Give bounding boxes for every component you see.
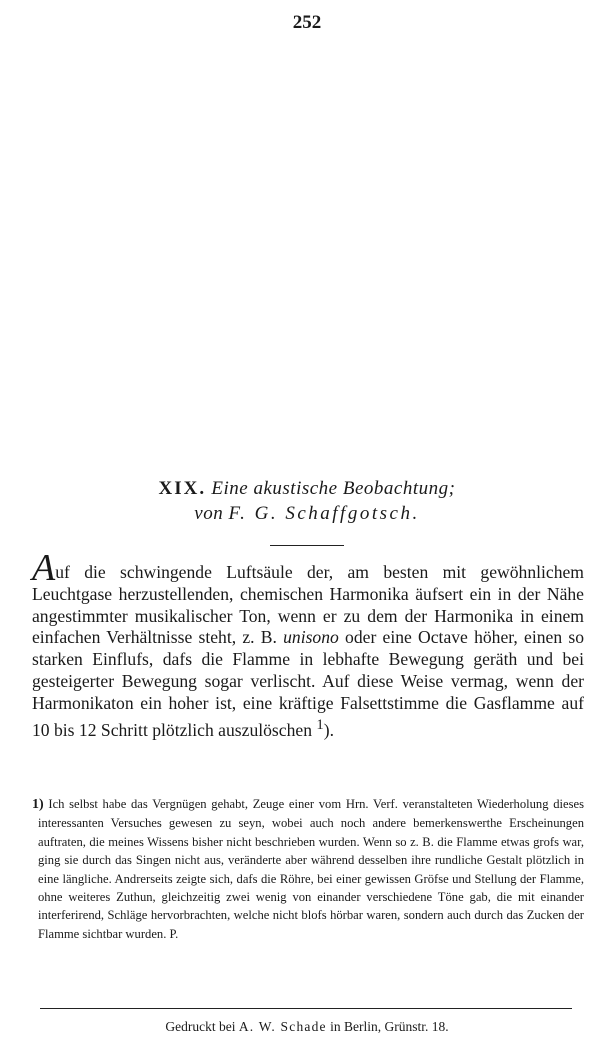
body-text-part-2: oder eine Octave höher, einen so starken Einflufs, dafs die Flamme in lebhafte Bewegung geräth und bei gesteigerter Bewegung sogar verlischt. Auf diese Weise vermag, wenn der Harmonikaton ein hoher ist, eine kräftige Falsettstimme die Gasflamme auf 10 bis 12 Schritt plötzlich auszulöschen	[32, 627, 584, 740]
article-title: Eine akustische Beobachtung;	[211, 478, 456, 499]
footnote-marker: 1)	[32, 797, 44, 812]
imprint-divider	[40, 1008, 572, 1009]
body-text-part-1: uf die schwingende Luftsäule der, am besten mit gewöhnlichem Leuchtgase herzustellenden, chemischen Harmonika äufsert ein in der Nähe angestimmter musikalischer Ton, wenn er zu dem der Harmonika in einem einfachen Verhältnisse steht, z. B.	[32, 562, 584, 648]
printer-imprint	[0, 1019, 614, 1035]
title-divider	[270, 545, 344, 546]
byline-prefix: von	[194, 503, 224, 524]
drop-cap: A	[32, 547, 56, 589]
imprint-printer: A. W. Schade	[238, 1019, 327, 1034]
body-italic-term: unisono	[283, 627, 339, 648]
article-body	[32, 547, 584, 741]
article-heading	[0, 478, 614, 525]
article-number: XIX.	[158, 478, 207, 499]
article-title-line	[0, 478, 614, 500]
footnote-reference: 1	[316, 716, 324, 733]
footnote-text: Ich selbst habe das Vergnügen gehabt, Zeuge einer vom Hrn. Verf. veranstalteten Wiederholung dieses interessanten Versuches gewesen zu seyn, wobei auch noch andere bemerkenswerthe Erscheinungen auftraten, die meines Wissens bisher nicht beschrieben wurden. Wenn so z. B. die Flamme etwas grofs war, ging sie durch das Singen nicht aus, veränderte aber während desselben ihre rundliche Gestalt plötzlich in eine längliche. Andrerseits zeigte sich, dafs die Röhre, bei einer gewissen Gröfse und Stellung der Flamme, ohne weiteres Zuthun, gleichzeitig zwei wenig von einander verschiedene Töne gab, die mit einander interferirend, Schläge hervorbrachten, welche nicht blofs hörbar waren, sondern auch durch das Zucken der Flamme sichtbar wurden.	[38, 797, 584, 941]
page-number: 252	[292, 12, 322, 33]
body-text-end: ).	[323, 719, 334, 740]
article-author: F. G. Schaffgotsch.	[228, 503, 420, 524]
article-byline	[0, 503, 614, 525]
footnote	[32, 795, 584, 943]
footnote-paragraph	[32, 795, 584, 943]
body-paragraph	[32, 547, 584, 741]
imprint-suffix: in Berlin, Grünstr. 18.	[330, 1019, 449, 1034]
imprint-prefix: Gedruckt bei	[165, 1019, 236, 1034]
footnote-signature: P.	[169, 926, 179, 941]
